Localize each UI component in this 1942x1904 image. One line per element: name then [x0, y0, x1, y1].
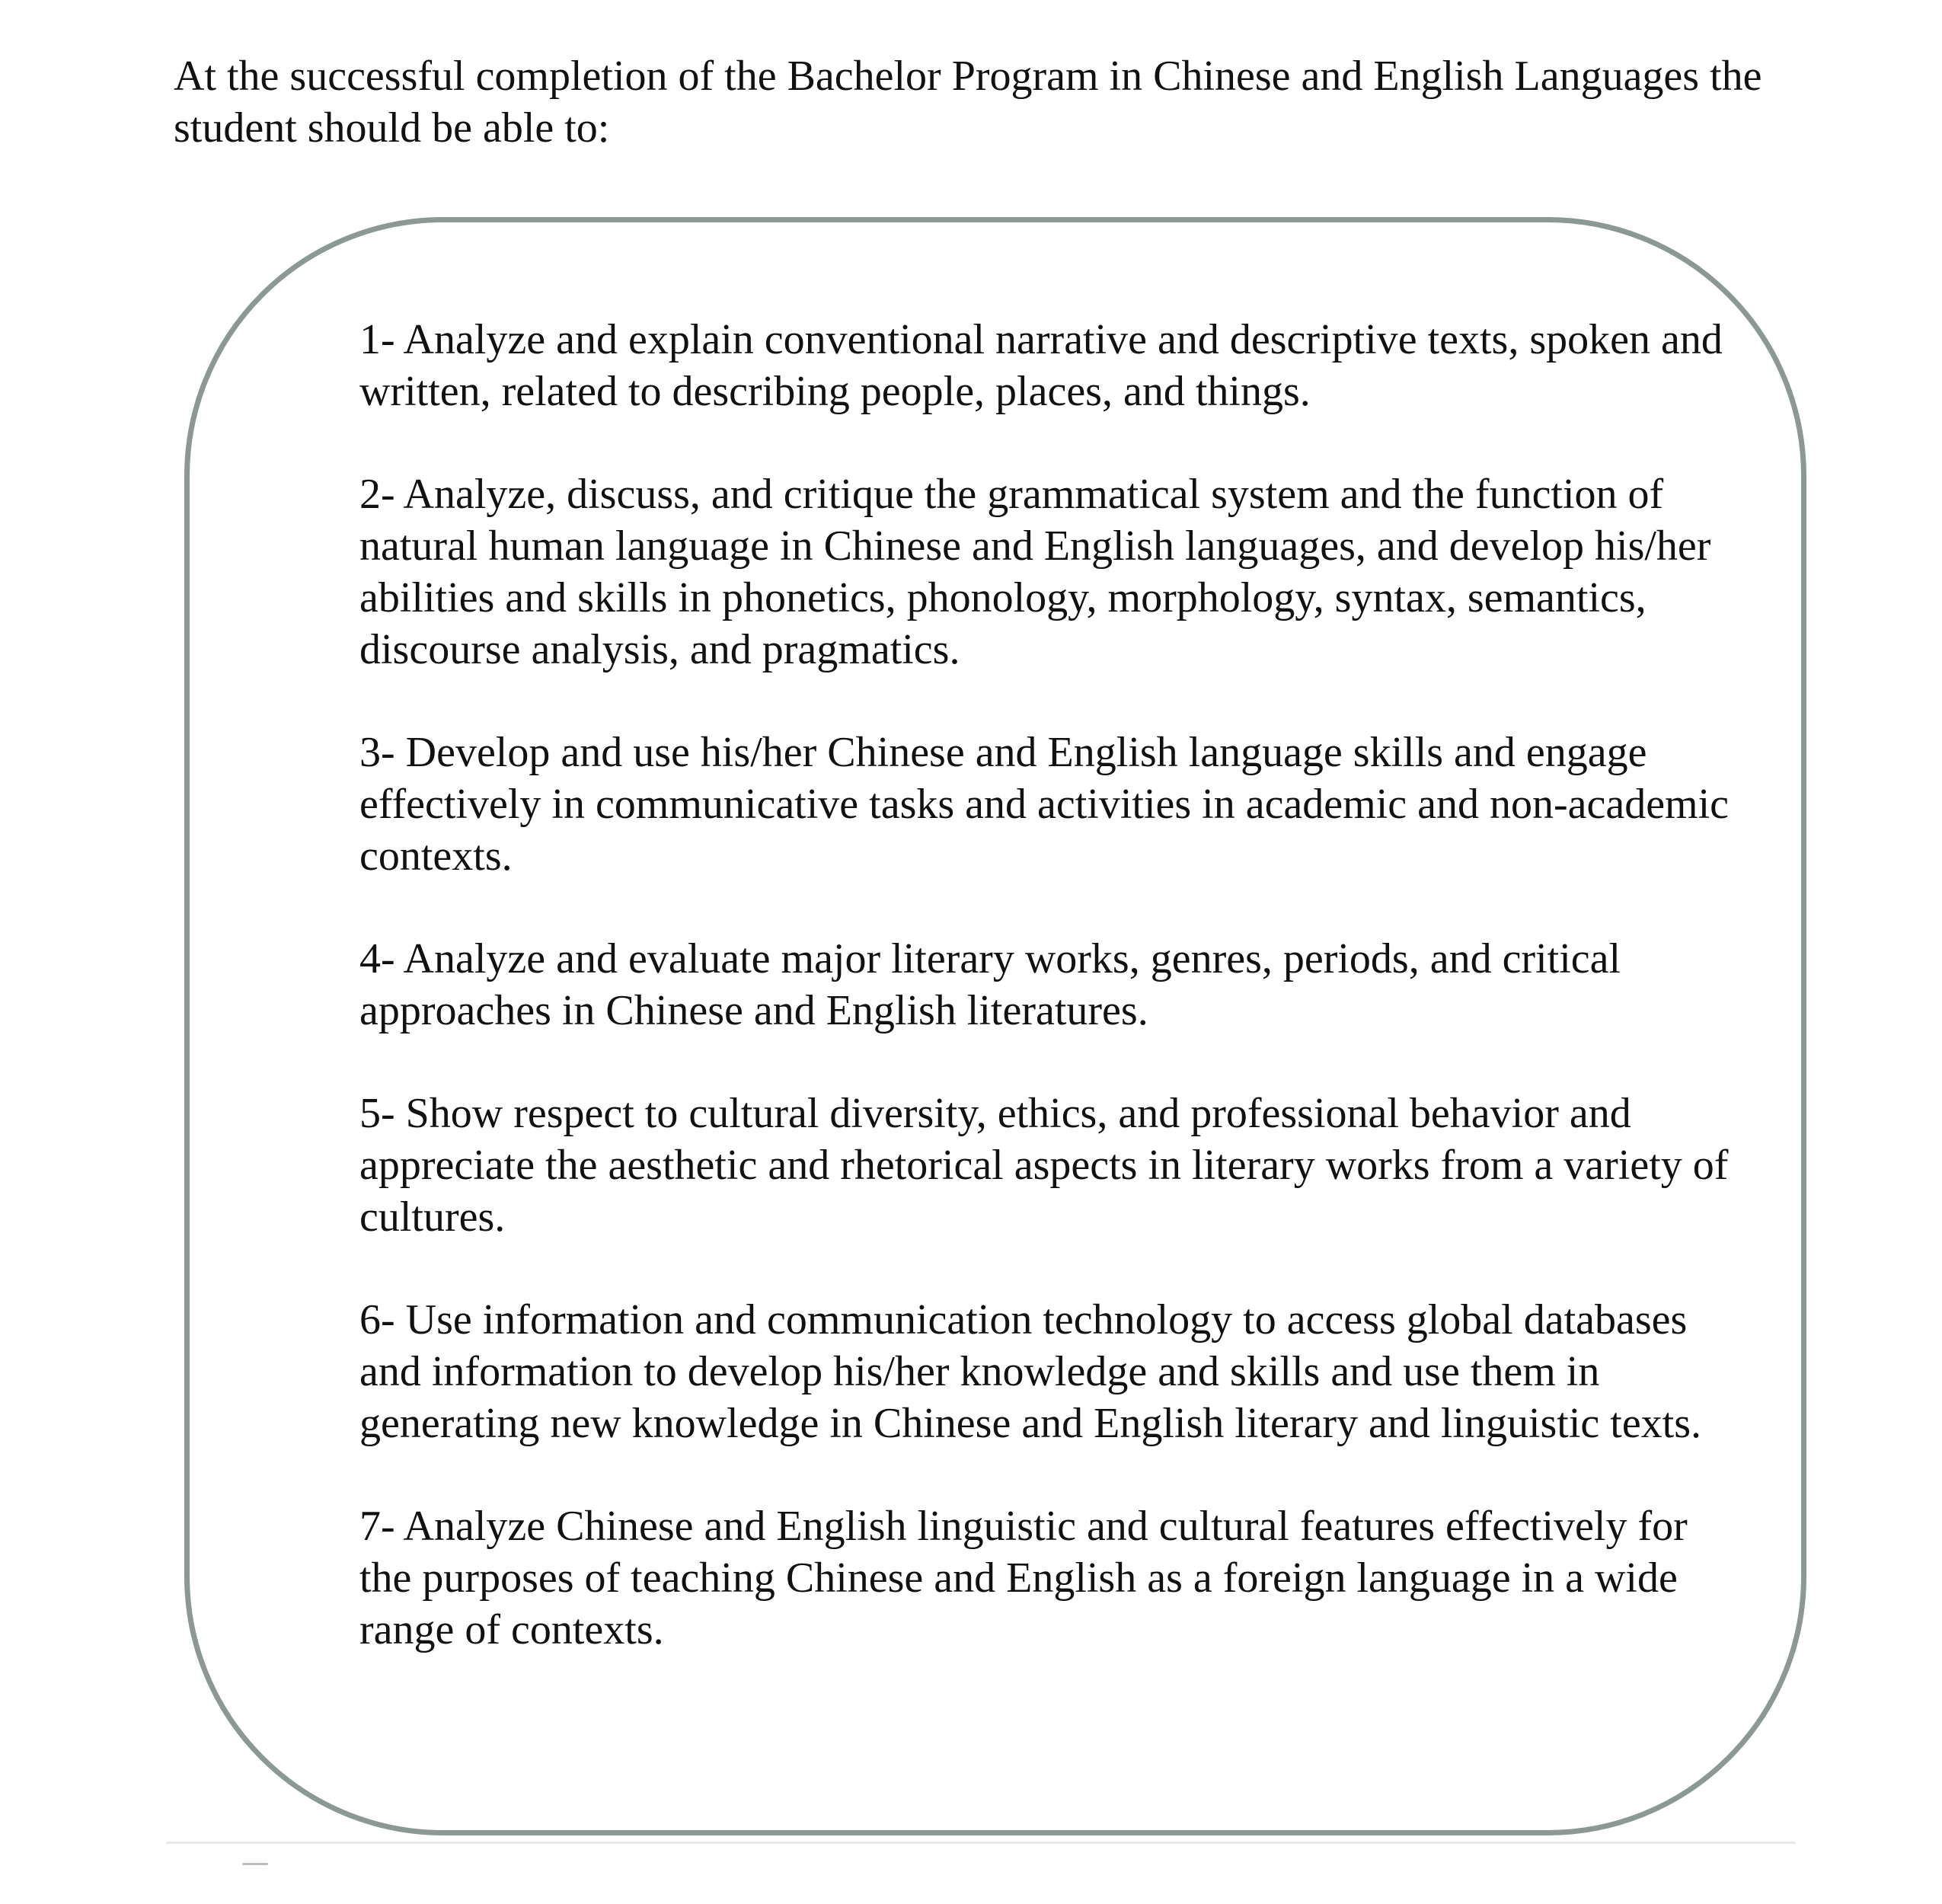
learning-outcomes-list	[359, 314, 1730, 1707]
outcome-item-7: 7- Analyze Chinese and English linguistic and cultural features effectively for the purposes of teaching Chinese and English as a foreign language in a wide range of contexts.	[359, 1503, 1688, 1653]
outcome-item-1: 1- Analyze and explain conventional narrative and descriptive texts, spoken and written, related to describing people, places, and things.	[359, 316, 1723, 415]
page-footer-divider	[166, 1842, 1796, 1844]
footer-mark	[242, 1863, 268, 1865]
intro-paragraph: At the successful completion of the Bachelor Program in Chinese and English Languages the student should be able to:	[174, 53, 1762, 152]
outcome-item-2: 2- Analyze, discuss, and critique the grammatical system and the function of natural human language in Chinese and English languages, and develop his/her abilities and skills in phonetics, phonology, morphology, syntax, semantics, discourse analysis, and pragmatics.	[359, 471, 1711, 673]
outcome-item-5: 5- Show respect to cultural diversity, ethics, and professional behavior and appreciate the aesthetic and rhetorical aspects in literary works from a variety of cultures.	[359, 1090, 1729, 1241]
outcome-item-6: 6- Use information and communication technology to access global databases and information to develop his/her knowledge and skills and use them in generating new knowledge in Chinese and English literary and linguistic texts.	[359, 1296, 1702, 1447]
outcome-item-4: 4- Analyze and evaluate major literary works, genres, periods, and critical approaches in Chinese and English literatures.	[359, 935, 1621, 1034]
outcome-item-3: 3- Develop and use his/her Chinese and English language skills and engage effectively in communicative tasks and activities in academic and non-academic contexts.	[359, 729, 1730, 880]
